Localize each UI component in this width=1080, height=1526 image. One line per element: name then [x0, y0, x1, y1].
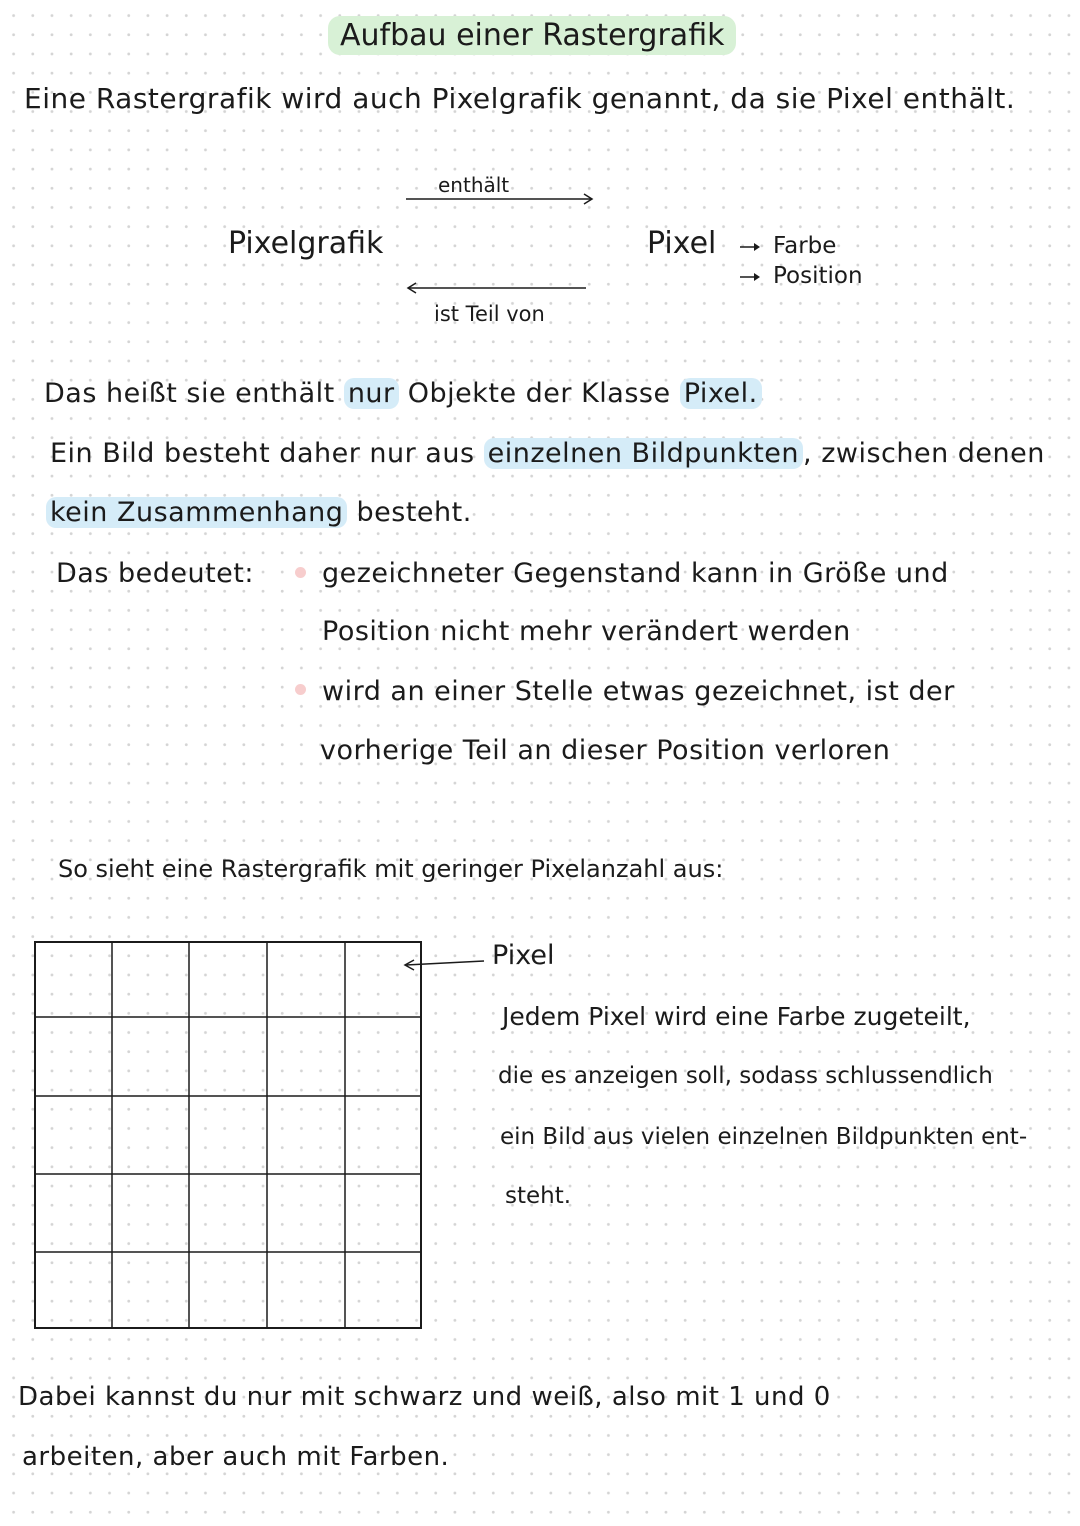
meaning-label: Das bedeutet:: [56, 558, 254, 589]
bullet-dot-icon: [295, 567, 306, 578]
para-line-1: Das heißt sie enthält nur Objekte der Klasse Pixel.: [44, 378, 762, 409]
intro-text: Eine Rastergrafik wird auch Pixelgrafik genannt, da sie Pixel enthält.: [24, 82, 1016, 115]
pixel-grid: [34, 941, 422, 1329]
footer-line-1: Dabei kannst du nur mit schwarz und weiß, also mit 1 und 0: [18, 1382, 831, 1412]
para-line-2: Ein Bild besteht daher nur aus einzelnen Bildpunkten , zwischen denen: [50, 438, 1045, 469]
bullet-1-line-1: gezeichneter Gegenstand kann in Größe und: [322, 558, 949, 589]
pixel-note-line-1: Jedem Pixel wird eine Farbe zugeteilt,: [502, 1002, 971, 1031]
bullet-2-line-1: wird an einer Stelle etwas gezeichnet, ist der: [322, 676, 955, 707]
arrow-left-icon: [400, 958, 490, 972]
para-line-3: kein Zusammenhang besteht.: [46, 497, 472, 528]
arrow-right-small-icon: [740, 271, 764, 283]
pixel-note-line-4: steht.: [505, 1183, 572, 1209]
pixel-note-line-2: die es anzeigen soll, sodass schlussendlich: [498, 1063, 993, 1089]
left-node: Pixelgrafik: [228, 226, 384, 261]
pixel-note-line-3: ein Bild aus vielen einzelnen Bildpunkten ent-: [500, 1124, 1028, 1150]
footer-line-2: arbeiten, aber auch mit Farben.: [22, 1442, 450, 1472]
arrow-left-icon: [402, 282, 602, 294]
bullet-dot-icon: [295, 684, 306, 695]
pixel-label: Pixel: [492, 940, 555, 971]
arrow-right-small-icon: [740, 241, 764, 253]
arrow-right-icon: [406, 193, 606, 205]
right-node: Pixel: [647, 226, 717, 261]
bottom-arrow-label: ist Teil von: [434, 302, 545, 326]
bullet-1-line-2: Position nicht mehr verändert werden: [322, 616, 851, 647]
top-arrow-label: enthält: [438, 173, 510, 197]
attribute-position: Position: [773, 263, 863, 289]
bullet-2-line-2: vorherige Teil an dieser Position verloren: [320, 735, 891, 766]
attribute-farbe: Farbe: [773, 233, 837, 259]
page-title: Aufbau einer Rastergrafik: [328, 18, 736, 53]
example-caption: So sieht eine Rastergrafik mit geringer Pixelanzahl aus:: [58, 855, 724, 883]
